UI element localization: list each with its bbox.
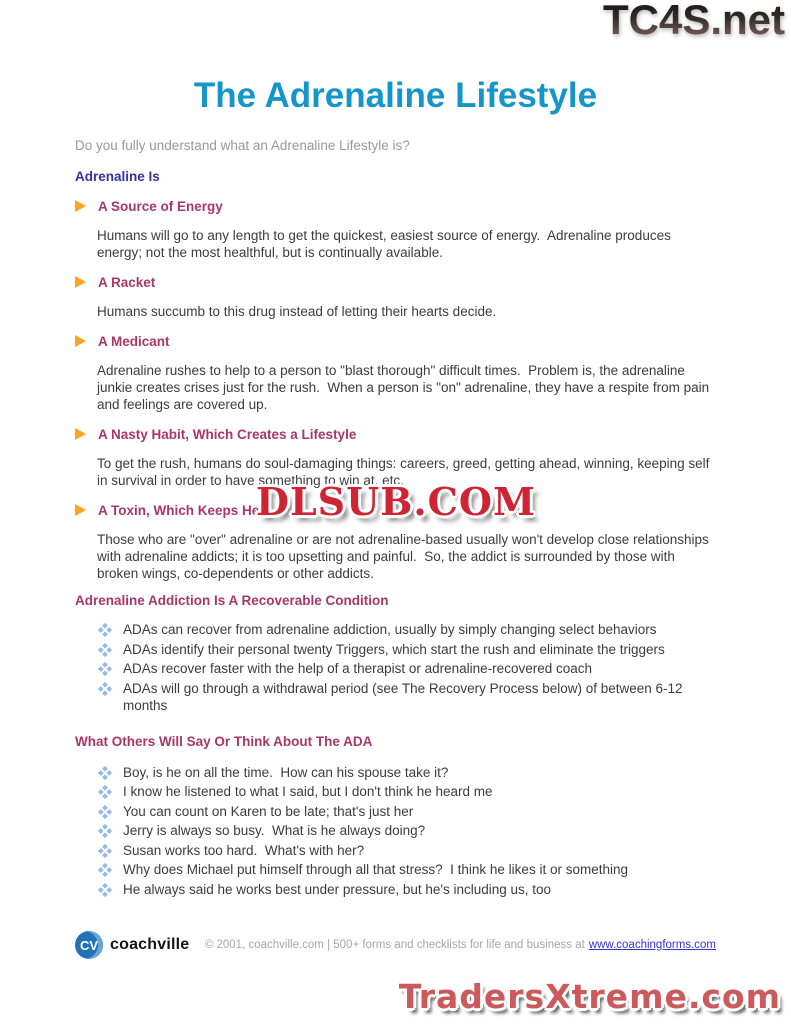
adrenaline-item-body: Adrenaline rushes to help to a person to "blast thorough" difficult times. Problem is, the adrenaline junkie creates crises just for the rush. When a person is "on" adrenaline, they have a respite from pain and feelings are covered up. [97,363,713,412]
list-item [100,881,716,898]
arrow-bullet-icon [75,276,86,288]
diamond-bullet-icon [98,863,112,877]
adrenaline-item-body: Those who are "over" adrenaline or are not adrenaline-based usually won't develop close relationships with adrenaline addicts; it is too upsetting and painful. So, the addict is surrounded by those with broken wings, co-dependents or other addicts. [97,532,713,581]
arrow-bullet-icon [75,504,86,516]
others-say-bullet-list [100,764,716,898]
arrow-bullet-icon [75,200,86,212]
list-item [100,764,716,781]
page-subtitle: Do you fully understand what an Adrenaline Lifestyle is? [75,138,410,153]
copyright-line: © 2001, coachville.com | 500+ forms and checklists for life and business at [204,939,585,951]
diamond-bullet-icon [98,623,112,637]
arrow-bullet-icon [75,335,86,347]
adrenaline-item-medicant [75,333,716,350]
tc4s-watermark-logo: TC4S.net [603,0,785,44]
arrow-bullet-icon [75,428,86,440]
list-item-text: Jerry is always so busy. What is he always doing? [123,823,426,838]
adrenaline-item-source-of-energy [75,198,716,215]
diamond-bullet-icon [98,765,112,779]
adrenaline-item-body: Humans will go to any length to get the quickest, easiest source of energy. Adrenaline produces energy; not the most healthful, but is continually available. [97,228,675,260]
coachville-logo-text: coachville [110,936,190,953]
list-item-text: ADAs will go through a withdrawal period (see The Recovery Process below) of between 6-12 months [123,680,687,713]
diamond-bullet-icon [98,804,112,818]
list-item-text: Boy, is he on all the time. How can his spouse take it? [123,764,449,780]
list-item [100,822,716,839]
diamond-bullet-icon [98,785,112,799]
diamond-bullet-icon [98,824,112,838]
list-item-text: I know he listened to what I said, but I don't think he heard me [123,784,493,799]
section-heading-recoverable: Adrenaline Addiction Is A Recoverable Condition [75,593,389,608]
coachville-cv-logo: CV [75,931,103,959]
dlsub-watermark: DLSUB.COM [256,479,537,524]
list-item-text: ADAs identify their personal twenty Triggers, which start the rush and eliminate the triggers [123,641,665,657]
list-item [100,641,716,658]
list-item-text: Why does Michael put himself through all that stress? I think he likes it or something [123,862,628,877]
diamond-bullet-icon [98,642,112,656]
diamond-bullet-icon [98,681,112,695]
list-item-text: ADAs recover faster with the help of a therapist or adrenaline-recovered coach [123,661,592,676]
list-item-text: You can count on Karen to be late; that's just her [123,803,414,819]
section-heading-adrenaline-is: Adrenaline Is [75,169,160,184]
list-item-text: He always said he works best under pressure, but he's including us, too [123,881,552,897]
recoverable-bullet-list [100,621,716,714]
page-title: The Adrenaline Lifestyle [193,76,598,115]
adrenaline-item-nasty-habit [75,426,716,443]
diamond-bullet-icon [98,882,112,896]
adrenaline-item-body: Humans succumb to this drug instead of letting their hearts decide. [97,304,497,319]
list-item [100,842,716,859]
list-item [100,621,716,638]
tradersxtreme-watermark: TradersXtreme.com [398,977,781,1016]
coachingforms-link[interactable]: www.coachingforms.com [588,939,716,951]
diamond-bullet-icon [98,843,112,857]
copyright-text [205,939,716,951]
adrenaline-item-heading: A Source of Energy [98,199,223,214]
list-item [100,861,716,878]
list-item-text: Susan works too hard. What's with her? [123,842,365,858]
section-heading-others-say: What Others Will Say Or Think About The ADA [75,733,373,749]
adrenaline-item-heading: A Nasty Habit, Which Creates a Lifestyle [98,427,357,442]
list-item [100,803,716,820]
diamond-bullet-icon [98,662,112,676]
adrenaline-item-body: To get the rush, humans do soul-damaging things: careers, greed, getting ahead, winning, keeping self in survival in order to have something to win at, etc. [97,456,714,488]
list-item [100,783,716,800]
adrenaline-item-racket [75,274,716,291]
list-item [100,660,716,677]
page-footer [75,931,716,959]
adrenaline-item-heading: A Medicant [98,334,170,349]
adrenaline-item-heading: A Racket [98,275,156,290]
document-content [75,0,716,900]
adrenaline-item-heading: A Toxin, Which Keeps Hea [98,503,267,518]
list-item-text: ADAs can recover from adrenaline addiction, usually by simply changing select behaviors [123,622,657,637]
list-item [100,680,716,714]
